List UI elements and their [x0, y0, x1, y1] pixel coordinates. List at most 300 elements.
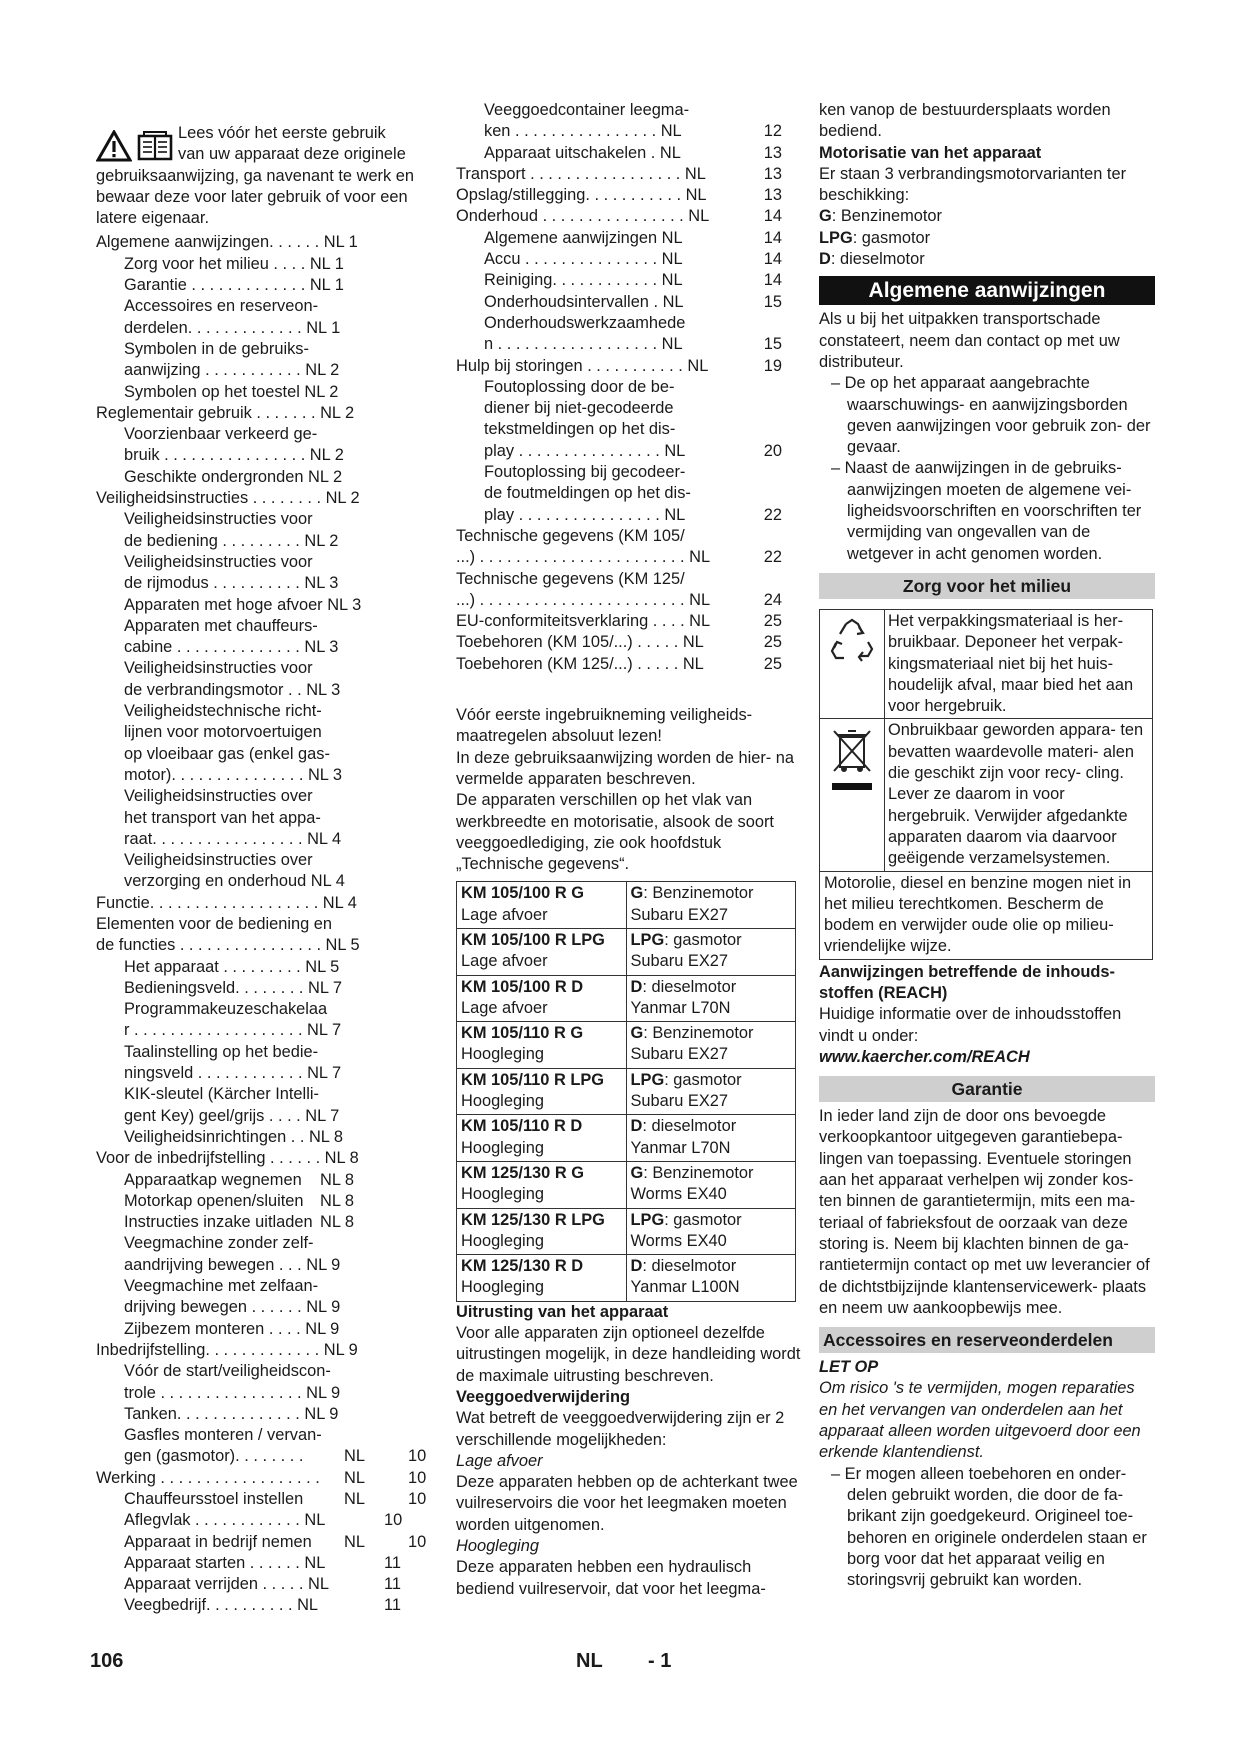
engine-model: Yanmar L70N [630, 998, 731, 1017]
model-row [457, 975, 796, 1022]
toc-entry-text: Veegmachine met zelfaan- [124, 1277, 319, 1296]
table-of-contents-1 [96, 232, 426, 1616]
toc-entry-text: Veiligheidsinstructies voor [124, 659, 313, 678]
engine-type: : Benzinemotor [831, 207, 942, 226]
toc-entry[interactable] [96, 467, 426, 488]
toc-entry-text: Technische gegevens (KM 125/ [456, 569, 685, 588]
toc-entry-text: Technische gegevens (KM 105/ [456, 526, 685, 545]
toc-entry-text: Geschikte ondergronden NL 2 [124, 467, 343, 486]
engine-cell [626, 975, 796, 1022]
toc-entry-page: 10 [408, 1490, 427, 1508]
toc-entry[interactable] [456, 441, 801, 462]
toc-entry[interactable] [96, 914, 426, 935]
model-discharge: Hoogleging [461, 1092, 544, 1111]
manual-book-icon [136, 130, 174, 162]
model-name: KM 105/110 R LPG [461, 1070, 605, 1089]
toc-entry[interactable] [456, 313, 801, 334]
toc-entry-text: Foutoplossing bij gecodeer- [484, 463, 686, 482]
toc-entry[interactable] [456, 462, 801, 483]
equipment-text: Voor alle apparaten zijn optioneel dezelfde uitrustingen mogelijk, in deze handleiding wordt de maximale uitrusting beschreven. [456, 1324, 801, 1385]
low-discharge-text: Deze apparaten hebben op de achterkant twee vuilreservoirs die voor het leegmaken moeten worden uitgenomen. [456, 1473, 798, 1534]
toc-entry[interactable] [96, 701, 426, 722]
toc-entry-page: 24 [763, 590, 782, 609]
toc-entry-text: Reiniging. . . . . . . . . . . . NL [484, 271, 683, 290]
engine-type: : Benzinemotor [643, 884, 754, 903]
toc-entry[interactable] [456, 547, 801, 568]
toc-entry[interactable] [456, 228, 801, 249]
toc-entry-text: Veiligheidstechnische richt- [124, 702, 322, 721]
model-cell [457, 1068, 627, 1115]
toc-entry[interactable] [96, 1468, 426, 1489]
toc-entry[interactable] [96, 509, 426, 530]
engine-key: D [630, 1257, 643, 1276]
toc-entry[interactable] [96, 765, 426, 786]
toc-entry-text: de verbrandingsmotor . . NL 3 [124, 680, 341, 699]
engine-model: Subaru EX27 [630, 1092, 729, 1111]
toc-entry[interactable] [96, 680, 426, 701]
toc-entry-page: 15 [763, 292, 782, 311]
toc-entry-text: Programmakeuzeschakelaa [124, 1000, 328, 1019]
toc-entry[interactable] [96, 1148, 426, 1169]
toc-entry[interactable] [96, 1233, 426, 1254]
toc-entry-page: 20 [763, 441, 782, 460]
toc-entry-page: 25 [763, 654, 782, 673]
model-name: KM 125/130 R LPG [461, 1210, 605, 1229]
toc-entry[interactable] [96, 1212, 426, 1233]
general-item-1: – De op het apparaat aangebrachte waarschuwings- en aanwijzingsborden geven aanwijzingen voor gebruik zon- der gevaar. [831, 374, 1151, 457]
warning-icons [96, 130, 174, 162]
engine-text: Er staan 3 verbrandingsmotorvarianten ter beschikking: [819, 164, 1127, 205]
toc-entry[interactable] [96, 1532, 426, 1553]
toc-entry[interactable] [96, 978, 426, 999]
toc-entry[interactable] [96, 1553, 426, 1574]
toc-entry[interactable] [96, 1170, 426, 1191]
toc-entry[interactable] [96, 1595, 426, 1616]
toc-entry-page: 25 [763, 612, 782, 631]
model-cell [457, 1208, 627, 1255]
model-row [457, 1208, 796, 1255]
toc-entry[interactable] [96, 382, 426, 403]
toc-entry[interactable] [96, 531, 426, 552]
toc-entry[interactable] [96, 1425, 426, 1446]
toc-entry-text: play . . . . . . . . . . . . . . . . NL [484, 505, 686, 524]
toc-entry[interactable] [96, 1084, 426, 1105]
toc-entry[interactable] [96, 232, 426, 253]
toc-entry-text: Opslag/stillegging. . . . . . . . . . . NL [456, 186, 707, 205]
toc-entry-text: derdelen. . . . . . . . . . . . . NL 1 [124, 318, 341, 337]
engine-cell [626, 1068, 796, 1115]
toc-entry-page: 10 [408, 1532, 427, 1551]
toc-entry-text: de foutmeldingen op het dis- [484, 484, 691, 503]
toc-entry-text: ken . . . . . . . . . . . . . . . . NL [484, 122, 682, 141]
toc-entry-page: 10 [384, 1511, 403, 1530]
environment-packaging-text: Het verpakkingsmateriaal is her- bruikbaar. Deponeer het verpak- kingsmateriaal niet bij het huis- houdelijk afval, maar bied het aan voor hergebruik. [888, 611, 1134, 716]
toc-entry[interactable] [96, 1446, 426, 1467]
footer-section-number: - 1 [648, 1650, 672, 1672]
toc-entry-page: 13 [763, 164, 782, 183]
toc-entry[interactable] [96, 1127, 426, 1148]
toc-entry-page: 22 [763, 505, 782, 524]
toc-entry[interactable] [96, 1404, 426, 1425]
toc-entry[interactable] [96, 1383, 426, 1404]
toc-entry[interactable] [456, 270, 801, 291]
column-2 [456, 100, 801, 1600]
engine-key: G [630, 1024, 644, 1043]
attention-text: Om risico 's te vermijden, mogen reparaties en het vervangen van onderdelen aan het apparaat alleen worden uitgevoerd door een erkende klantendienst. [819, 1379, 1141, 1462]
toc-entry-lang: NL [344, 1532, 365, 1551]
intro-lead-1: Lees vóór het eerste gebruik [178, 124, 386, 142]
engine-type: : dieselmotor [830, 250, 925, 269]
toc-entry-text: Apparaat in bedrijf nemen [124, 1532, 312, 1551]
model-discharge: Lage afvoer [461, 998, 548, 1017]
engine-cell [626, 1022, 796, 1069]
toc-entry[interactable] [456, 526, 801, 547]
toc-entry-text: op vloeibaar gas (enkel gas- [124, 744, 330, 763]
toc-entry-text: Voorzienbaar verkeerd ge- [124, 425, 318, 444]
toc-entry[interactable] [96, 488, 426, 509]
toc-entry-text: bruik . . . . . . . . . . . . . . . . NL 2 [124, 446, 344, 465]
environment-oil-text: Motorolie, diesel en benzine mogen niet in het milieu terechtkomen. Bescherm de bodem en verwijder oude olie op milieu- vriendelijke wijze. [824, 873, 1132, 956]
toc-entry[interactable] [96, 573, 426, 594]
model-name: KM 105/100 R G [461, 884, 584, 903]
toc-entry-text: Elementen voor de bediening en [96, 914, 333, 933]
toc-entry[interactable] [96, 829, 426, 850]
models-table [456, 881, 796, 1301]
toc-entry[interactable] [96, 893, 426, 914]
model-cell [457, 1115, 627, 1162]
engine-cell [626, 928, 796, 975]
toc-entry-text: Algemene aanwijzingen. . . . . . NL 1 [96, 233, 358, 252]
toc-entry[interactable] [96, 1361, 426, 1382]
toc-entry-text: gent Key) geel/grijs . . . . NL 7 [124, 1106, 340, 1125]
engine-type: : gasmotor [664, 930, 742, 949]
toc-entry-text: verzorging en onderhoud NL 4 [124, 872, 345, 891]
toc-entry[interactable] [96, 552, 426, 573]
engine-type: : Benzinemotor [643, 1163, 754, 1182]
toc-entry-text: Foutoplossing door de be- [484, 377, 675, 396]
toc-entry[interactable] [96, 1319, 426, 1340]
toc-entry[interactable] [456, 121, 801, 142]
toc-entry-page: 15 [763, 335, 782, 354]
toc-entry-text: Instructies inzake uitladen [124, 1213, 313, 1232]
toc-entry[interactable] [456, 185, 801, 206]
toc-entry[interactable] [96, 424, 426, 445]
section-heading-warranty: Garantie [819, 1076, 1155, 1102]
toc-entry[interactable] [456, 356, 801, 377]
toc-entry-text: Accu . . . . . . . . . . . . . . . NL [484, 250, 683, 269]
engine-list [819, 206, 1155, 270]
toc-entry-text: Het apparaat . . . . . . . . . NL 5 [124, 957, 340, 976]
toc-entry-text: Tanken. . . . . . . . . . . . . . NL 9 [124, 1404, 339, 1423]
toc-entry-page: 14 [763, 228, 782, 247]
engine-type: : Benzinemotor [643, 1024, 754, 1043]
reach-heading: Aanwijzingen betreffende de inhouds- stoffen (REACH) [819, 962, 1115, 1002]
toc-entry-page: 22 [763, 548, 782, 567]
intro-text: gebruiksaanwijzing, ga navenant te werk en bewaar deze voor later gebruik of voor een latere eigenaar. [96, 166, 414, 228]
reach-text: Huidige informatie over de inhoudsstoffen vindt u onder: [819, 1005, 1122, 1045]
section-heading-environment: Zorg voor het milieu [819, 573, 1155, 599]
toc-entry[interactable] [456, 249, 801, 270]
toc-entry[interactable] [96, 339, 426, 360]
toc-entry[interactable] [96, 1297, 426, 1318]
sweepings-heading: Veeggoedverwijdering [456, 1387, 630, 1406]
toc-entry-text: lijnen voor motorvoertuigen [124, 723, 322, 742]
toc-entry-text: n . . . . . . . . . . . . . . . . . . NL [484, 335, 683, 354]
engine-type: : dieselmotor [642, 1117, 737, 1136]
toc-entry-page: 14 [763, 271, 782, 290]
toc-entry[interactable] [456, 505, 801, 526]
toc-entry[interactable] [456, 164, 801, 185]
toc-entry[interactable] [96, 1510, 426, 1531]
toc-entry[interactable] [456, 206, 801, 227]
engine-key: G [630, 1163, 644, 1182]
engine-key: LPG [630, 1070, 665, 1089]
toc-entry[interactable] [456, 632, 801, 653]
toc-entry-page: 12 [763, 122, 782, 141]
toc-entry[interactable] [96, 871, 426, 892]
toc-entry[interactable] [456, 569, 801, 590]
crossed-bin-icon [828, 725, 876, 793]
engine-cell [626, 1255, 796, 1302]
model-row [457, 1255, 796, 1302]
toc-entry-text: Veegbedrijf. . . . . . . . . . NL [124, 1596, 319, 1615]
engine-key: D [630, 977, 643, 996]
engine-model: Subaru EX27 [630, 905, 729, 924]
toc-entry-text: Symbolen op het toestel NL 2 [124, 382, 339, 401]
warranty-text: In ieder land zijn de door ons bevoegde verkoopkantoor uitgegeven garantiebepa- lingen van toepassing. Eventuele storingen aan het apparaat verhelpen wij zonder kos- ten binnen de garantietermijn, mits een ma- teriaal of fabrieksfout de oorzaak van deze storing is. Neem bij klachten binnen de ga- rantietermijn contact op met uw leverancier of de dichtstbijzijnde klantenservicewerk- plaats en neem uw aankoopbewijs mee. [819, 1107, 1150, 1317]
toc-entry-text: Apparaten met chauffeurs- [124, 616, 318, 635]
toc-entry[interactable] [96, 637, 426, 658]
model-cell [457, 1022, 627, 1069]
toc-entry-text: Werking . . . . . . . . . . . . . . . . . . [96, 1468, 320, 1487]
model-discharge: Hoogleging [461, 1278, 544, 1297]
toc-entry-page: NL 8 [320, 1191, 355, 1210]
toc-entry[interactable] [456, 377, 801, 398]
toc-entry-text: aandrijving bewegen . . . NL 9 [124, 1255, 341, 1274]
toc-entry[interactable] [96, 1574, 426, 1595]
toc-entry[interactable] [456, 100, 801, 121]
high-dump-text: Deze apparaten hebben een hydraulisch bediend vuilreservoir, dat voor het leegma- [456, 1558, 766, 1598]
model-name: KM 125/130 R D [461, 1257, 584, 1276]
toc-entry[interactable] [96, 1020, 426, 1041]
toc-entry[interactable] [96, 786, 426, 807]
toc-entry[interactable] [96, 1489, 426, 1510]
model-name: KM 105/100 R LPG [461, 930, 605, 949]
toc-entry-text: Algemene aanwijzingen NL [484, 228, 683, 247]
toc-entry[interactable] [456, 334, 801, 355]
low-discharge-heading: Lage afvoer [456, 1451, 543, 1470]
page-number: 106 [90, 1650, 124, 1672]
intro [96, 100, 426, 229]
toc-entry[interactable] [96, 1042, 426, 1063]
toc-entry-text: Veiligheidsinstructies over [124, 851, 313, 870]
model-discharge: Hoogleging [461, 1231, 544, 1250]
engine-model: Worms EX40 [630, 1231, 727, 1250]
engine-model: Yanmar L70N [630, 1138, 731, 1157]
warning-triangle-icon [96, 130, 132, 162]
toc-entry-text: Onderhoud . . . . . . . . . . . . . . . . NL [456, 207, 710, 226]
model-row [457, 882, 796, 929]
devices-differ-text: De apparaten verschillen op het vlak van werkbreedte en motorisatie, alsook de soort veeggoedlediging, zie ook hoofdstuk „Technische gegevens“. [456, 791, 774, 874]
footer-language: NL [576, 1650, 603, 1672]
toc-entry-text: aanwijzing . . . . . . . . . . . NL 2 [124, 361, 340, 380]
toc-entry-text: ningsveld . . . . . . . . . . . . NL 7 [124, 1064, 342, 1083]
model-cell [457, 1161, 627, 1208]
toc-entry-text: drijving bewegen . . . . . . NL 9 [124, 1298, 341, 1317]
engine-list-item [819, 249, 1155, 270]
toc-entry-text: Zijbezem monteren . . . . NL 9 [124, 1319, 340, 1338]
toc-entry-text: Transport . . . . . . . . . . . . . . . . . NL [456, 164, 706, 183]
toc-entry-text: de functies . . . . . . . . . . . . . . . . NL 5 [96, 936, 360, 955]
toc-entry-text: Veeggoedcontainer leegma- [484, 101, 690, 119]
toc-entry-text: Veiligheidsinstructies voor [124, 552, 313, 571]
toc-entry-page: 13 [763, 186, 782, 205]
toc-entry[interactable] [96, 275, 426, 296]
engine-model: Yanmar L100N [630, 1278, 740, 1297]
toc-entry[interactable] [96, 360, 426, 381]
toc-entry-text: play . . . . . . . . . . . . . . . . NL [484, 441, 686, 460]
toc-entry-page: NL 8 [320, 1213, 355, 1232]
toc-entry[interactable] [96, 658, 426, 679]
equipment-heading: Uitrusting van het apparaat [456, 1302, 669, 1321]
model-row [457, 1115, 796, 1162]
model-row [457, 1068, 796, 1115]
toc-entry-lang: NL [344, 1447, 365, 1466]
toc-entry[interactable] [456, 590, 801, 611]
toc-entry-text: Zorg voor het milieu . . . . NL 1 [124, 254, 344, 273]
section-heading-accessories: Accessoires en reserveonderdelen [819, 1327, 1155, 1353]
toc-entry[interactable] [96, 616, 426, 637]
model-discharge: Lage afvoer [461, 905, 548, 924]
toc-entry-text: Hulp bij storingen . . . . . . . . . . . NL [456, 356, 709, 375]
toc-entry[interactable] [96, 296, 426, 317]
environment-disposal-text: Onbruikbaar geworden appara- ten bevatten waardevolle materi- alen die geschikt zijn voor recy- cling. Lever ze daarom in voor hergebruik. Verwijder afgedankte apparaten daarom via daarvoor geëigende verzamelsystemen. [888, 721, 1144, 868]
toc-entry[interactable] [96, 744, 426, 765]
toc-entry-text: KIK-sleutel (Kärcher Intelli- [124, 1085, 319, 1104]
intro-lead-2: van uw apparaat deze originele [178, 145, 406, 164]
model-cell [457, 975, 627, 1022]
toc-entry-page: 14 [763, 207, 782, 226]
toc-entry-text: Bedieningsveld. . . . . . . . NL 7 [124, 978, 343, 997]
toc-entry[interactable] [96, 403, 426, 424]
toc-entry[interactable] [96, 850, 426, 871]
toc-entry[interactable] [96, 1255, 426, 1276]
toc-entry[interactable] [96, 1191, 426, 1212]
toc-entry[interactable] [96, 1106, 426, 1127]
toc-entry[interactable] [96, 999, 426, 1020]
toc-entry-text: r . . . . . . . . . . . . . . . . . . . NL 7 [124, 1021, 342, 1040]
model-cell [457, 882, 627, 929]
toc-entry[interactable] [96, 595, 426, 616]
engine-type: : gasmotor [664, 1070, 742, 1089]
toc-entry[interactable] [96, 318, 426, 339]
model-row [457, 1161, 796, 1208]
toc-entry[interactable] [456, 419, 801, 440]
model-cell [457, 928, 627, 975]
engine-key: LPG [630, 1210, 665, 1229]
toc-entry-page: 11 [384, 1553, 402, 1572]
toc-entry-text: Toebehoren (KM 125/...) . . . . . NL [456, 654, 704, 673]
general-text: Als u bij het uitpakken transportschade constateert, neem dan contact op met uw distributeur. [819, 310, 1120, 371]
toc-entry-text: Chauffeursstoel instellen [124, 1490, 304, 1508]
model-name: KM 105/110 R D [461, 1117, 583, 1136]
high-dump-heading: Hoogleging [456, 1537, 539, 1555]
engine-cell [626, 882, 796, 929]
model-discharge: Hoogleging [461, 1138, 544, 1157]
toc-entry-text: Veegmachine zonder zelf- [124, 1234, 314, 1253]
accessories-item-1: – Er mogen alleen toebehoren en onder- delen gebruikt worden, die door de fa- brikant zijn goedgekeurd. Origineel toe- behoren en originele onderdelen staan er borg voor dat het apparaat veilig en storingsvrij gebruikt kan worden. [831, 1464, 1147, 1590]
toc-entry[interactable] [96, 1276, 426, 1297]
engine-key: LPG [819, 228, 853, 247]
model-cell [457, 1255, 627, 1302]
toc-entry[interactable] [456, 398, 801, 419]
toc-entry-text: Reglementair gebruik . . . . . . . NL 2 [96, 403, 355, 422]
toc-entry[interactable] [456, 611, 801, 632]
engine-heading: Motorisatie van het apparaat [819, 143, 1042, 162]
toc-entry[interactable] [456, 292, 801, 313]
toc-entry[interactable] [96, 957, 426, 978]
toc-entry[interactable] [96, 445, 426, 466]
engine-cell [626, 1208, 796, 1255]
toc-entry-text: EU-conformiteitsverklaring . . . . NL [456, 612, 711, 631]
toc-entry-text: tekstmeldingen op het dis- [484, 420, 676, 439]
engine-key: G [630, 884, 644, 903]
reach-link[interactable]: www.kaercher.com/REACH [819, 1047, 1030, 1066]
toc-entry[interactable] [456, 143, 801, 164]
toc-entry-page: 13 [763, 143, 782, 162]
engine-key: G [819, 207, 832, 226]
toc-entry-text: Apparaatkap wegnemen [124, 1170, 302, 1189]
toc-entry-text: gen (gasmotor). . . . . . . . [124, 1447, 304, 1466]
toc-entry[interactable] [456, 654, 801, 675]
toc-entry[interactable] [96, 1340, 426, 1361]
toc-entry[interactable] [96, 808, 426, 829]
toc-entry-text: ...) . . . . . . . . . . . . . . . . . . . . . . . NL [456, 548, 711, 567]
environment-box [819, 609, 1153, 960]
toc-entry[interactable] [96, 722, 426, 743]
toc-entry-text: Veiligheidsinrichtingen . . NL 8 [124, 1127, 343, 1146]
engine-key: LPG [630, 930, 665, 949]
general-item-2: – Naast de aanwijzingen in de gebruiks- aanwijzingen moeten de algemene vei- ligheidsvoorschriften en voorschriften ter vermijding van ongevallen van de wetgever in acht genomen worden. [831, 459, 1142, 563]
engine-key: D [630, 1117, 643, 1136]
toc-entry-text: Taalinstelling op het bedie- [124, 1042, 319, 1061]
toc-entry-text: Veiligheidsinstructies voor [124, 510, 313, 529]
toc-entry-text: het transport van het appa- [124, 808, 321, 827]
column-1 [96, 100, 426, 1617]
model-name: KM 105/110 R G [461, 1024, 584, 1043]
engine-cell [626, 1161, 796, 1208]
engine-type: : dieselmotor [642, 1257, 737, 1276]
toc-entry[interactable] [96, 1063, 426, 1084]
table-of-contents-2 [456, 100, 801, 675]
engine-model: Subaru EX27 [630, 1045, 729, 1064]
model-row [457, 1022, 796, 1069]
model-name: KM 125/130 R G [461, 1163, 584, 1182]
toc-entry-text: Apparaten met hoge afvoer NL 3 [124, 595, 362, 614]
toc-entry[interactable] [96, 935, 426, 956]
engine-model: Worms EX40 [630, 1185, 727, 1204]
toc-entry-text: raat. . . . . . . . . . . . . . . . . NL 4 [124, 829, 342, 848]
engine-type: : gasmotor [664, 1210, 742, 1229]
toc-entry[interactable] [456, 483, 801, 504]
toc-entry-page: 25 [763, 633, 782, 652]
toc-entry-page: 10 [408, 1468, 427, 1487]
toc-entry-text: Veiligheidsinstructies over [124, 787, 313, 806]
engine-type: : gasmotor [852, 228, 931, 247]
toc-entry-text: de bediening . . . . . . . . . NL 2 [124, 531, 339, 550]
toc-entry[interactable] [96, 254, 426, 275]
toc-entry-lang: NL [344, 1490, 365, 1508]
